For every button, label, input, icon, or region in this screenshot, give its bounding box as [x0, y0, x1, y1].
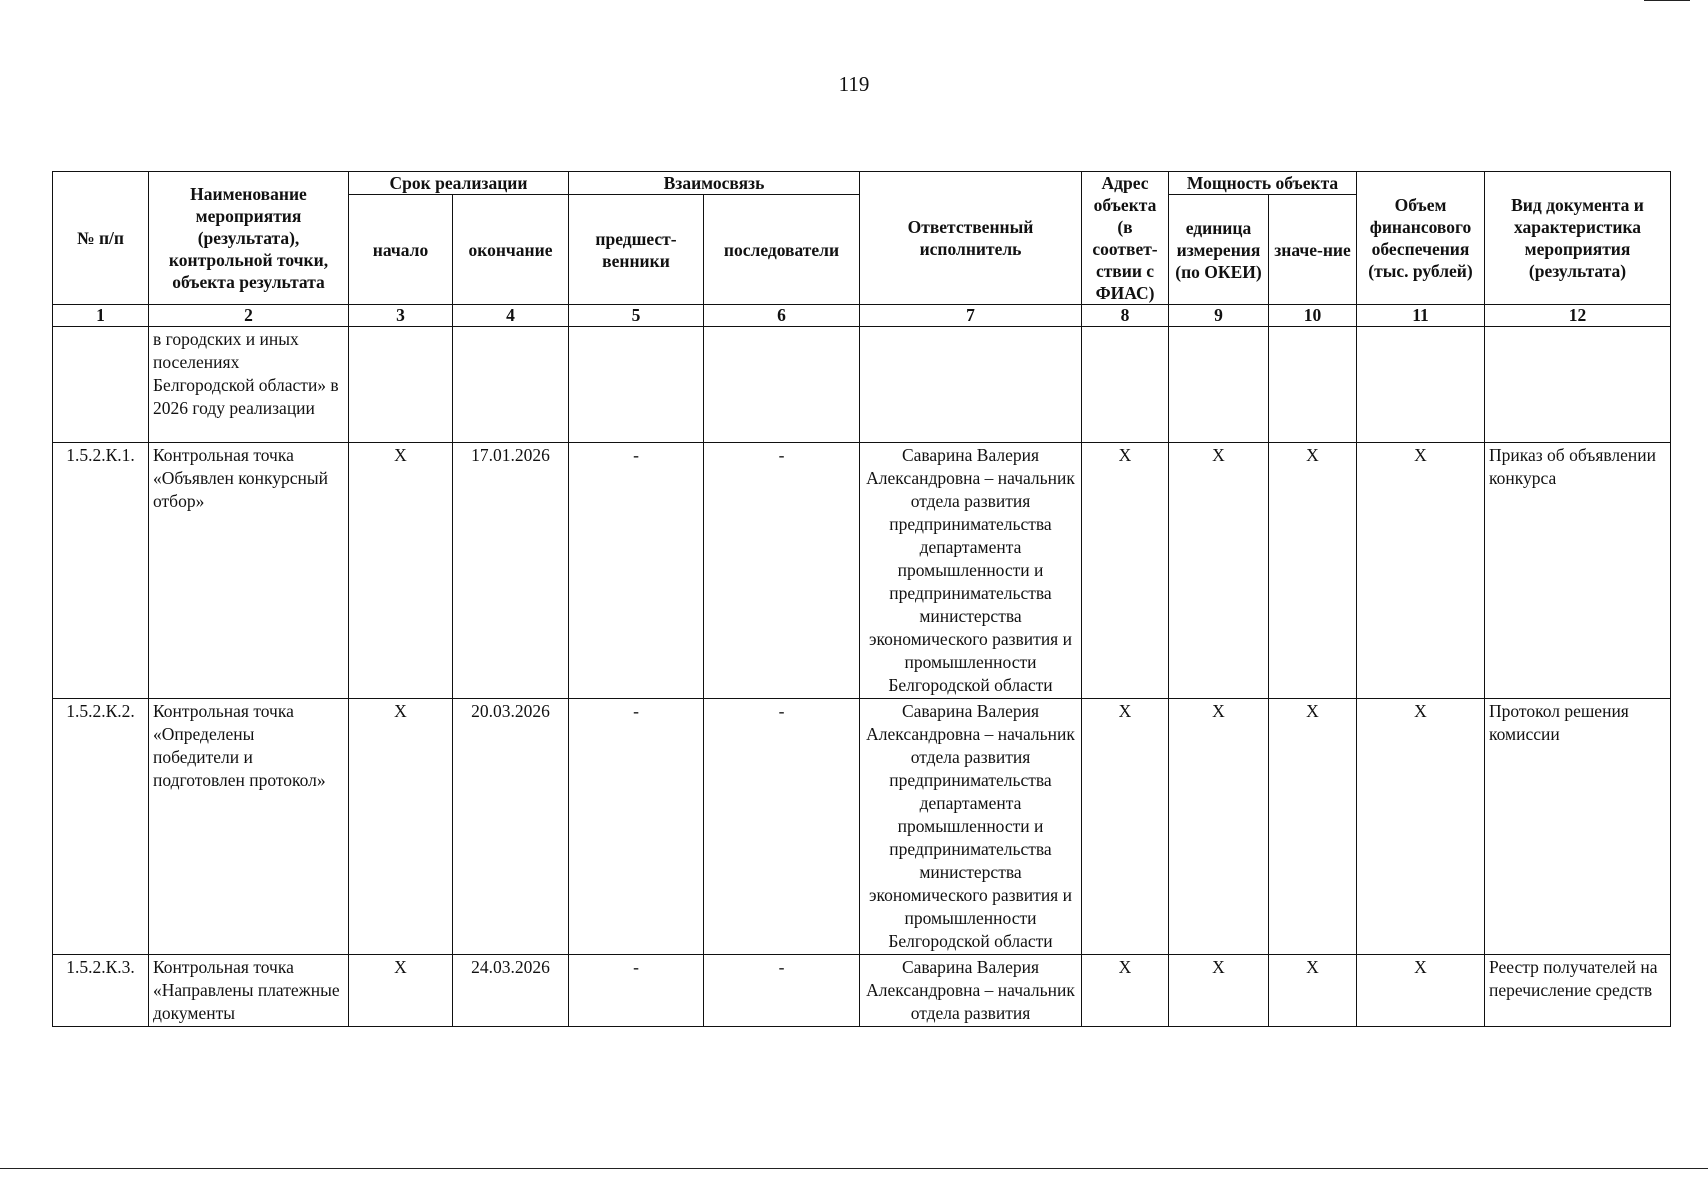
header-doc: Вид документа и характеристика мероприятия (результата): [1485, 172, 1671, 305]
cell-addr: [1082, 327, 1169, 443]
cell-end: 24.03.2026: [453, 955, 569, 1027]
cell-succ: [704, 327, 860, 443]
header-start: начало: [349, 195, 453, 305]
cell-name: Контрольная точка «Определены победители и подготовлен протокол»: [149, 699, 349, 955]
cell-pred: -: [569, 955, 704, 1027]
cell-doc: Протокол решения комиссии: [1485, 699, 1671, 955]
column-number: 8: [1082, 305, 1169, 327]
cell-num: 1.5.2.К.2.: [53, 699, 149, 955]
header-end: окончание: [453, 195, 569, 305]
column-number: 7: [860, 305, 1082, 327]
cell-name: Контрольная точка «Направлены платежные документы: [149, 955, 349, 1027]
cell-end: [453, 327, 569, 443]
cell-unit: Х: [1169, 699, 1269, 955]
cell-addr: Х: [1082, 955, 1169, 1027]
header-successors: последователи: [704, 195, 860, 305]
header-finance: Объем финансового обеспечения (тыс. рублей): [1357, 172, 1485, 305]
cell-num: [53, 327, 149, 443]
column-number: 12: [1485, 305, 1671, 327]
cell-end: 17.01.2026: [453, 443, 569, 699]
cell-resp: Саварина Валерия Александровна – начальник отдела развития предпринимательства департамента промышленности и предпринимательства министерства экономического развития и промышленности Белгородской области: [860, 699, 1082, 955]
cell-value: Х: [1269, 443, 1357, 699]
cell-unit: [1169, 327, 1269, 443]
header-relation-group: Взаимосвязь: [569, 172, 860, 195]
page-number: 119: [838, 72, 870, 96]
header-responsible: Ответственный исполнитель: [860, 172, 1082, 305]
cell-addr: Х: [1082, 699, 1169, 955]
column-number: 11: [1357, 305, 1485, 327]
header-capacity-group: Мощность объекта: [1169, 172, 1357, 195]
cell-unit: Х: [1169, 443, 1269, 699]
cell-num: 1.5.2.К.3.: [53, 955, 149, 1027]
cell-finance: Х: [1357, 955, 1485, 1027]
cell-end: 20.03.2026: [453, 699, 569, 955]
table-row: [53, 955, 1671, 1027]
cell-unit: Х: [1169, 955, 1269, 1027]
column-number: 9: [1169, 305, 1269, 327]
column-number: 1: [53, 305, 149, 327]
cell-pred: [569, 327, 704, 443]
cell-start: Х: [349, 955, 453, 1027]
cell-addr: Х: [1082, 443, 1169, 699]
cell-name: Контрольная точка «Объявлен конкурсный отбор»: [149, 443, 349, 699]
cell-doc: Реестр получателей на перечисление средств: [1485, 955, 1671, 1027]
table-row: [53, 327, 1671, 443]
cell-value: Х: [1269, 955, 1357, 1027]
top-edge-rule: [1644, 0, 1690, 1]
table-row: [53, 443, 1671, 699]
table-body: [53, 327, 1671, 1027]
cell-succ: -: [704, 443, 860, 699]
cell-start: Х: [349, 699, 453, 955]
header-predecessors: предшест-венники: [569, 195, 704, 305]
column-number: 2: [149, 305, 349, 327]
cell-succ: -: [704, 955, 860, 1027]
cell-finance: [1357, 327, 1485, 443]
cell-succ: -: [704, 699, 860, 955]
cell-finance: Х: [1357, 699, 1485, 955]
column-number-row: [53, 305, 1671, 327]
cell-resp: [860, 327, 1082, 443]
header-address: Адрес объекта (в соответ-ствии с ФИАС): [1082, 172, 1169, 305]
cell-doc: Приказ об объявлении конкурса: [1485, 443, 1671, 699]
cell-resp: Саварина Валерия Александровна – начальник отдела развития предпринимательства департамента промышленности и предпринимательства министерства экономического развития и промышленности Белгородской области: [860, 443, 1082, 699]
header-num: № п/п: [53, 172, 149, 305]
cell-pred: -: [569, 699, 704, 955]
column-number: 10: [1269, 305, 1357, 327]
cell-num: 1.5.2.К.1.: [53, 443, 149, 699]
cell-value: [1269, 327, 1357, 443]
header-term-group: Срок реализации: [349, 172, 569, 195]
column-number: 4: [453, 305, 569, 327]
header-value: значе-ние: [1269, 195, 1357, 305]
cell-resp: Саварина Валерия Александровна – начальник отдела развития: [860, 955, 1082, 1027]
cell-pred: -: [569, 443, 704, 699]
activity-schedule-table: [52, 171, 1671, 1027]
column-number: 5: [569, 305, 704, 327]
table-header: [53, 172, 1671, 327]
cell-doc: [1485, 327, 1671, 443]
header-unit: единица измерения (по ОКЕИ): [1169, 195, 1269, 305]
column-number: 3: [349, 305, 453, 327]
bottom-edge-rule: [0, 1168, 1708, 1169]
cell-value: Х: [1269, 699, 1357, 955]
column-number: 6: [704, 305, 860, 327]
cell-finance: Х: [1357, 443, 1485, 699]
table-row: [53, 699, 1671, 955]
cell-start: [349, 327, 453, 443]
cell-start: Х: [349, 443, 453, 699]
header-name: Наименование мероприятия (результата), контрольной точки, объекта результата: [149, 172, 349, 305]
cell-name: в городских и иных поселениях Белгородской области» в 2026 году реализации: [149, 327, 349, 443]
